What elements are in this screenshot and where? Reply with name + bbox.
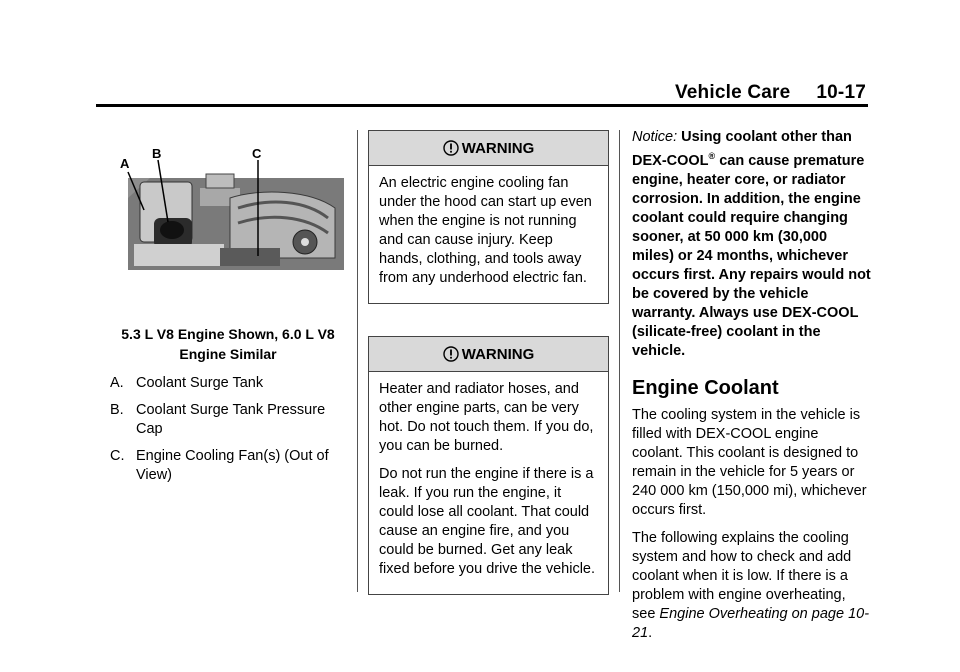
column-right: [632, 128, 872, 652]
legend-text: Coolant Surge Tank: [136, 375, 264, 391]
figure-caption: 5.3 L V8 Engine Shown, 6.0 L V8 Engine Similar: [121, 326, 335, 362]
legend-item: [110, 447, 346, 485]
section-heading: Engine Coolant: [632, 376, 779, 399]
column-divider-2: [619, 130, 620, 592]
body-text: The following explains the cooling system and how to check and add coolant when it is low. If there is a problem with engine overheating, see: [632, 529, 852, 622]
header-rule: [96, 104, 868, 107]
legend-item: [110, 374, 346, 393]
legend-key: A.: [110, 375, 124, 391]
callout-a: A: [120, 156, 130, 171]
figure-legend: [110, 374, 346, 485]
section-title: Vehicle Care: [674, 82, 791, 103]
registered-mark: ®: [708, 151, 716, 161]
notice-block: [632, 128, 872, 361]
warning-text: Do not run the engine if there is a leak. If you run the engine, it could lose all coolant. That could cause an engine fire, and you could be burned. Get any leak fixed before you drive the vehicle.: [379, 466, 596, 577]
legend-text: Engine Cooling Fan(s) (Out of View): [136, 448, 329, 483]
warning-title: WARNING: [461, 139, 535, 157]
warning-header: [369, 337, 608, 372]
notice-label: Notice:: [632, 129, 678, 145]
column-left: [110, 138, 346, 493]
callout-b: B: [152, 146, 162, 161]
warning-text: An electric engine cooling fan under the hood can start up even when the engine is not running and can cause injury. Keep hands, clothing, and tools away from any underhood electric fan.: [379, 175, 592, 286]
column-middle: [368, 130, 609, 595]
legend-key: C.: [110, 448, 125, 464]
callout-c: C: [252, 146, 262, 161]
warning-title: WARNING: [461, 345, 535, 363]
page-number: 10-17: [816, 82, 866, 103]
notice-text: Using coolant other than DEX-COOL: [632, 129, 852, 169]
legend-text: Coolant Surge Tank Pressure Cap: [136, 402, 326, 437]
warning-box: [368, 130, 609, 304]
column-divider-1: [357, 130, 358, 592]
engine-bay-drawing: [110, 138, 346, 270]
warning-box: [368, 336, 609, 595]
warning-body: [369, 166, 608, 303]
cross-reference-link[interactable]: Engine Overheating on page 10-21: [632, 605, 870, 641]
warning-header: [369, 131, 608, 166]
warning-icon: [443, 140, 459, 156]
body-text-end: .: [648, 624, 653, 641]
warning-icon: [443, 346, 459, 362]
engine-illustration: [110, 138, 346, 270]
notice-text-cont: can cause premature engine, heater core, or radiator corrosion. In addition, the engine coolant could require changing sooner, at 50 000 km (30,000 miles) or 24 months, whichever occurs first. Any repairs would not be covered by the vehicle warranty. Always use DEX-COOL (silicate-free) coolant in the vehicle.: [632, 152, 871, 359]
body-paragraph: The cooling system in the vehicle is filled with DEX-COOL engine coolant. This coolant is designed to remain in the vehicle for 5 years or 240 000 km (150,000 mi), whichever occurs first.: [632, 406, 867, 518]
legend-key: B.: [110, 402, 124, 418]
body-paragraph: [632, 529, 872, 643]
legend-item: [110, 401, 346, 439]
warning-text: Heater and radiator hoses, and other engine parts, can be very hot. Do not touch them. If you do, you can be burned.: [379, 381, 594, 454]
warning-body: [369, 372, 608, 594]
page-header: [675, 82, 866, 104]
